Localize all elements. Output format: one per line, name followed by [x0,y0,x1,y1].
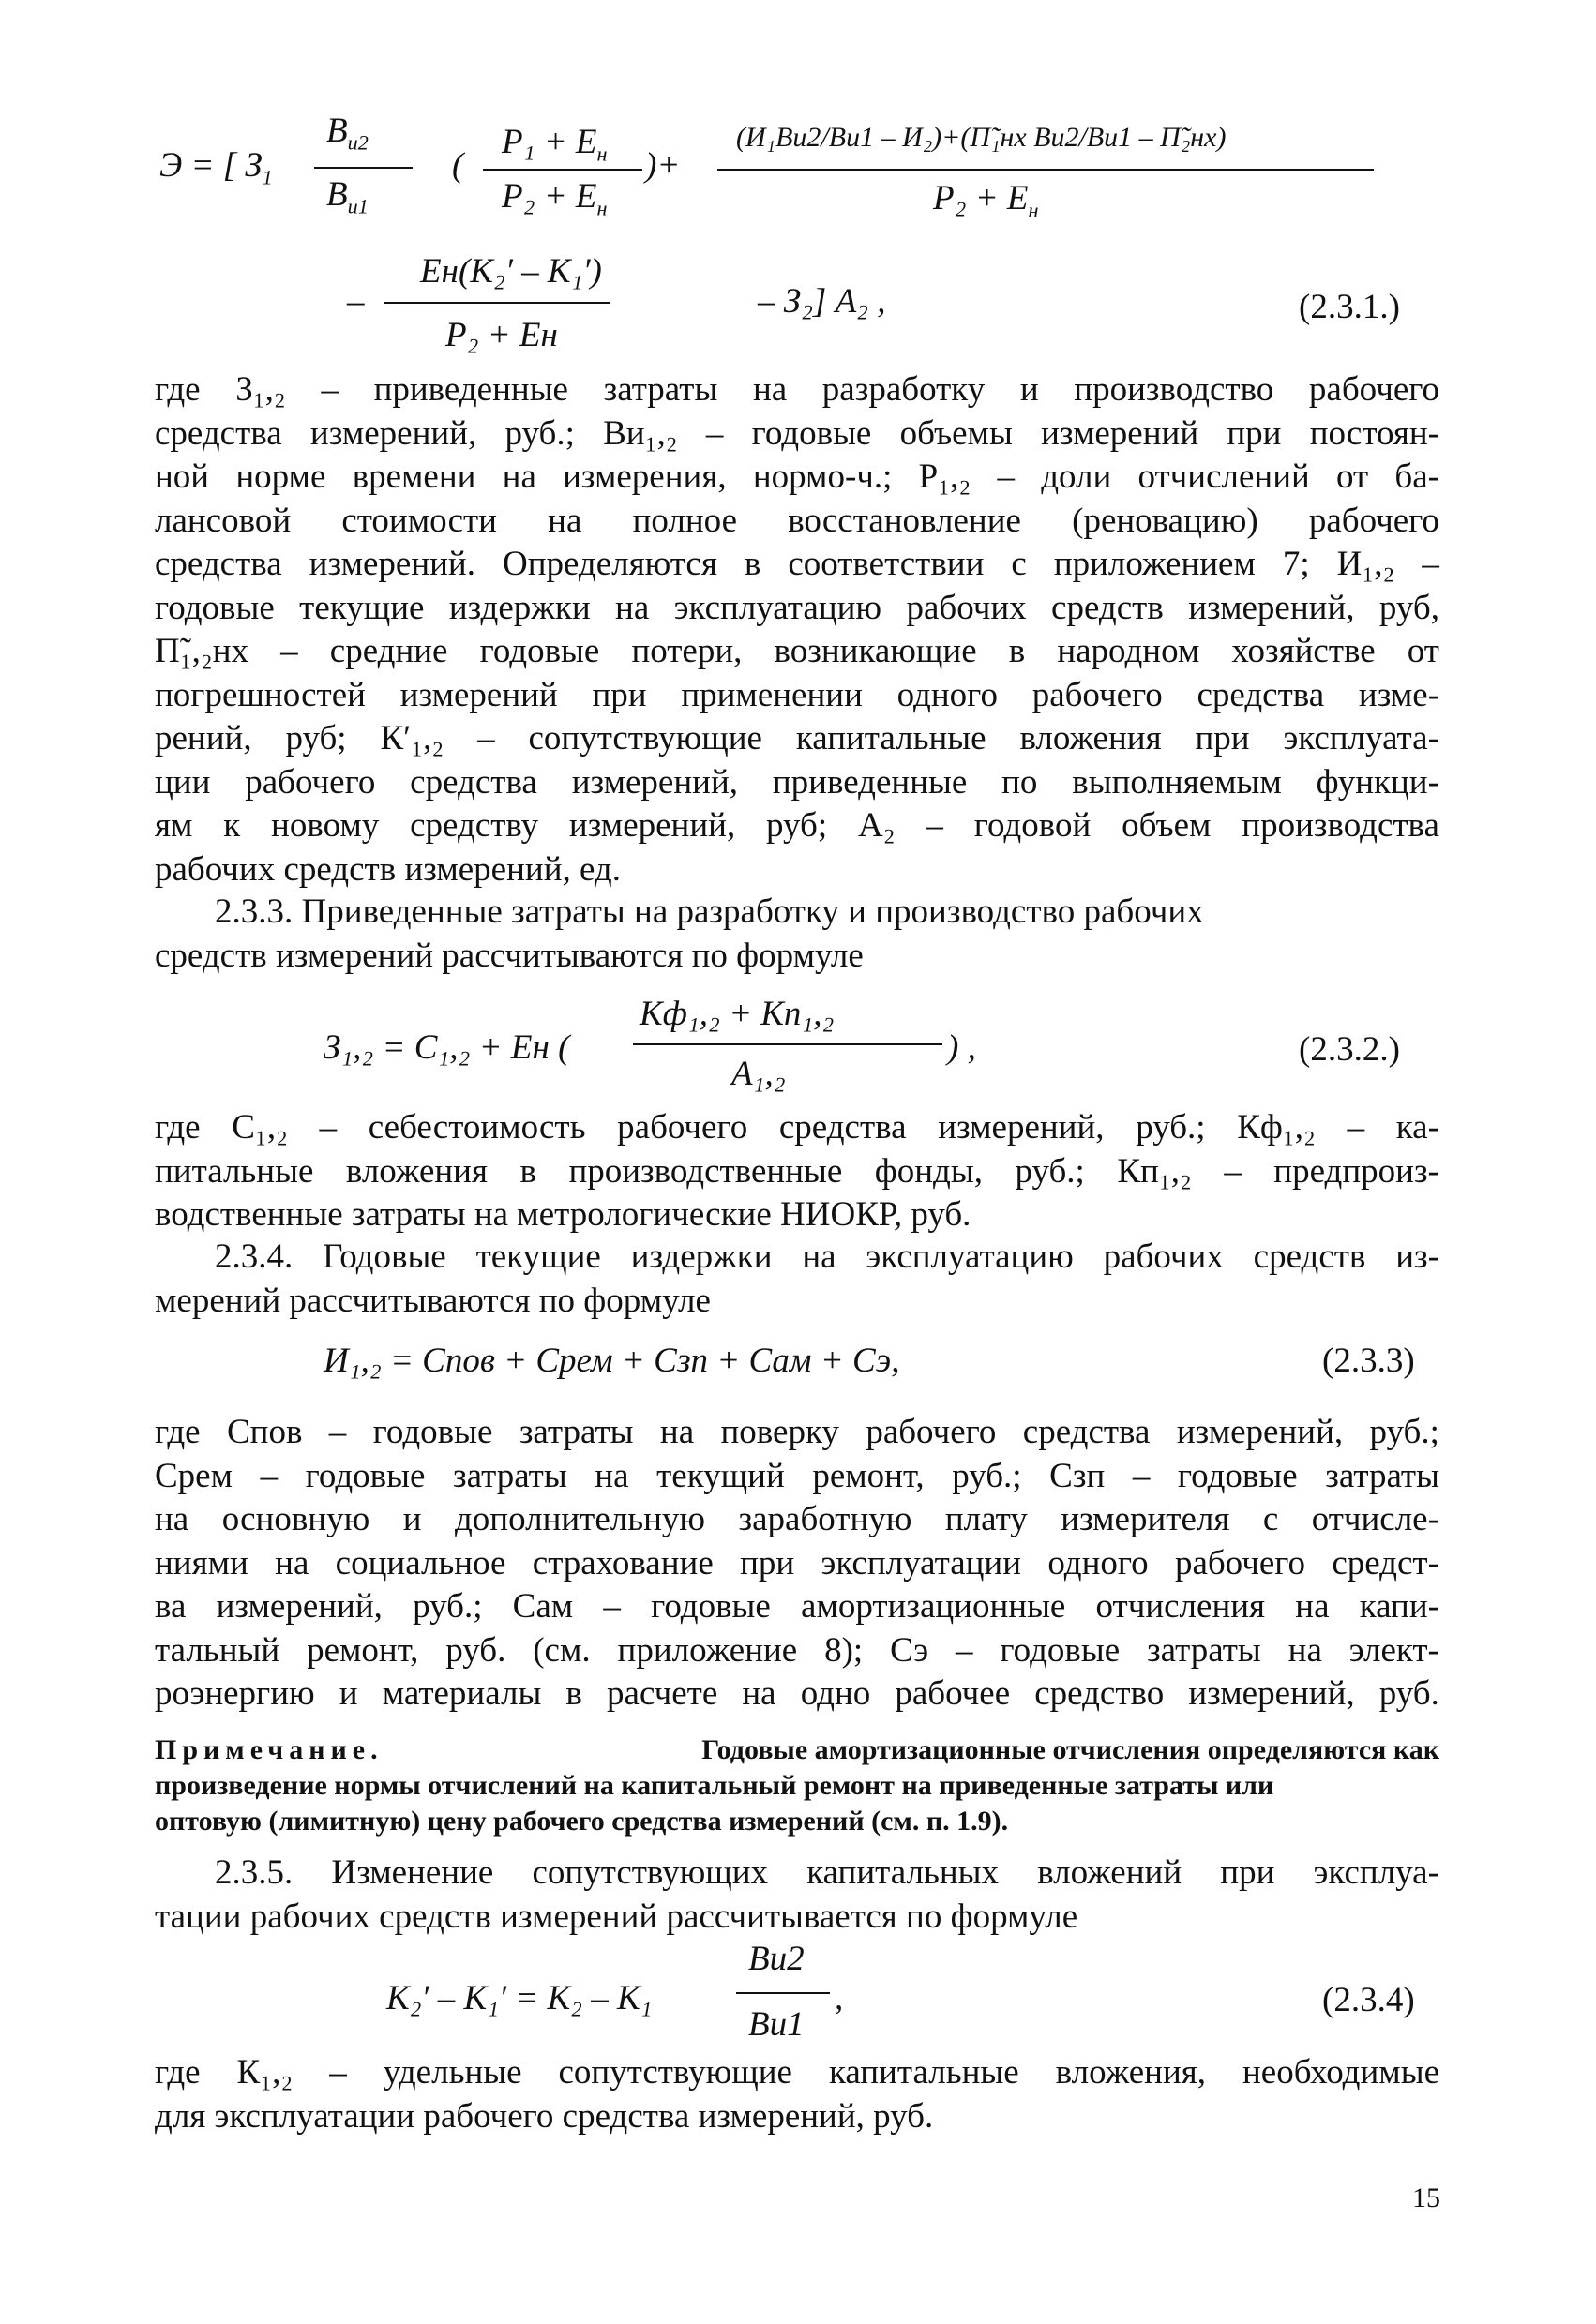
eq231-frac4-denominator: P₂ + Eн [445,316,558,354]
word: сопутствующие [558,2053,792,2092]
word: (реновацию) [1072,501,1258,540]
word: отчислений [1137,457,1310,496]
word: измерителя [1061,1500,1230,1538]
paragraph-definitions-1 [155,368,1439,892]
word: средств [1051,588,1164,627]
word: рабочего [866,1413,997,1451]
word: Изменение [331,1853,494,1892]
text-line [155,543,1439,587]
text-line [155,630,1439,674]
word: затраты [603,370,718,409]
eq234-lhs: К₂′ – К₁′ = К₂ – К₁ [386,1979,653,2017]
word: и [339,1674,358,1713]
word: текущие [299,588,425,627]
word: средства [155,413,282,453]
eq231-frac2-numerator: $P_1 + E_н$ [502,123,608,166]
word: амортизационные [801,1587,1066,1626]
word: объемы [899,413,1013,453]
eq231-tail: – З₂] А₂ , [758,282,886,321]
word: ва [155,1587,187,1626]
word: руб. [445,1630,506,1670]
word: средст- [1332,1543,1439,1582]
word: 8); [824,1630,864,1670]
word: средства [778,1108,907,1147]
word: текущий [656,1456,785,1495]
word: при [740,1543,795,1582]
word: 2.3.5. [215,1853,294,1892]
word: на [659,1413,695,1451]
word: средства [1022,1413,1151,1451]
word: издержки [630,1237,773,1276]
word: рабочих [1103,1237,1224,1276]
word: с [1011,545,1027,583]
word: необходимые [1242,2053,1439,2092]
eq234-number: (2.3.4) [1322,1981,1415,2019]
word: годовые [305,1456,426,1495]
word: где [155,2053,201,2092]
word: Сам [512,1587,574,1626]
word: годовые [651,1587,771,1626]
word: ниями [155,1543,248,1582]
text-line [155,2051,1439,2095]
word: соответствии [788,545,985,583]
text-line [155,1542,1439,1586]
word: в [1008,632,1026,670]
eq232-numerator: Кф₁,₂ + Кп₁,₂ [640,995,835,1033]
word: средству [410,806,539,845]
word: и [402,1500,422,1538]
word: расчете [607,1674,718,1713]
word: страхование [532,1543,714,1582]
word: лансовой [155,501,292,540]
word: народном [1057,632,1200,670]
paragraph-definitions-2 [155,1106,1439,1237]
eq232-bar [633,1043,942,1045]
word: отчисле- [1311,1500,1439,1538]
word: времени [352,457,476,496]
word: восстановление [788,501,1021,540]
word: сопутствующих [532,1853,769,1892]
word: заработную [738,1500,912,1538]
word: приведенные [373,370,568,409]
word: где [155,1108,201,1147]
text-line [155,500,1439,544]
word: возникающие [774,632,977,670]
word: при [1195,719,1250,757]
eq231-frac4-bar [384,302,610,304]
word: руб.; [413,1587,483,1626]
eq231-frac3-denominator: $P_2 + E_н$ [933,179,1039,222]
word: потери, [631,632,743,670]
text-line [155,1852,1439,1896]
word: С₁,₂ [232,1108,288,1147]
word: – [705,413,724,453]
word: основную [221,1500,370,1538]
word: одного [1047,1543,1149,1582]
word: руб.; [504,413,575,453]
word: постоян- [1309,413,1439,453]
word: при [1227,413,1282,453]
word: вложения [345,1151,489,1191]
note-line: произведение нормы отчислений на капитальный ремонт на приведенные затраты или [155,1770,1274,1801]
eq231-frac3-numerator: (И₁Ви2/Ви1 – И₂)+(П̃₁нх Ви2/Ви1 – П̃₂нх) [736,122,1227,153]
word: рабочее [895,1674,1011,1713]
eq232-lhs: З₁,₂ = С₁,₂ + Eн ( [324,1028,570,1067]
word: – [319,1108,338,1147]
word: – [260,1456,279,1495]
text-line [155,456,1439,500]
word: измерений [1041,413,1199,453]
text-line: для эксплуатации рабочего средства измерений, руб. [155,2096,934,2136]
word: хозяйстве [1231,632,1376,670]
eq231-frac3-bar [717,169,1374,171]
word: руб; [766,806,828,845]
word: эксплуа- [1313,1853,1439,1892]
word: руб.; [1136,1108,1206,1147]
text-line [155,1455,1439,1499]
word: полное [632,501,738,540]
text-line: тации рабочих средств измерений рассчитывается по формуле [155,1897,1078,1936]
word: 2.3.4. [215,1237,294,1276]
word: – [603,1587,621,1626]
word: функци- [1316,762,1439,802]
word: – [926,806,943,845]
text-line: рабочих средств измерений, ед. [155,849,622,889]
word: на [752,370,788,409]
word: средства [410,762,537,802]
word: элект- [1348,1630,1439,1670]
word: измерений, [1176,1413,1344,1451]
word: капитальные [828,2053,1019,2092]
word: отчисления [1095,1587,1266,1626]
eq234-bar [736,1992,830,1994]
word: капитальные [795,719,986,757]
word: – [321,370,339,409]
eq231-frac1-denominator: $В_{и1}$ [326,175,369,218]
word: руб. [1378,1674,1439,1713]
text-line [155,412,1439,457]
paragraph-definitions-3 [155,1411,1439,1717]
text-line: средств измерений рассчитываются по формуле [155,936,864,975]
paragraph-definitions-4 [155,2051,1439,2138]
word: руб.; [1369,1413,1439,1451]
word: выполняемым [1072,762,1282,802]
text-line [155,1236,1439,1280]
word: рений, [155,719,252,757]
word: измерений, [568,806,736,845]
word: П̃₁,₂нх [155,632,249,670]
word: ремонт, [812,1456,925,1495]
word: на [275,1543,309,1582]
word: приложение [617,1630,798,1670]
word: при [592,675,647,714]
word: ремонт, [307,1630,419,1670]
word: вложений [1037,1853,1182,1892]
word: руб; [285,719,347,757]
word: норме [235,457,326,496]
eq233-number: (2.3.3) [1322,1342,1415,1380]
word: – [1422,545,1439,583]
text-line [155,674,1439,718]
word: капи- [1359,1587,1439,1626]
word: на [615,588,650,627]
word: годовые [479,632,600,670]
word: – [1132,1456,1151,1495]
word: вложения [1019,719,1162,757]
word: из- [1395,1237,1439,1276]
text-line [155,587,1439,631]
word: измерений, [309,413,477,453]
word: средние [329,632,448,670]
text-line: 2.3.3. Приведенные затраты на разработку и производство рабочих [215,892,1204,931]
word: производство [1074,370,1274,409]
word: руб.; [952,1456,1022,1495]
note-block [155,1732,1439,1839]
word: стоимости [341,501,497,540]
word: тальный [155,1630,280,1670]
word: удельные [383,2053,522,2092]
word: на [502,457,536,496]
word: – [997,457,1015,496]
word: где [155,370,201,409]
word: ции [155,762,211,802]
word: 7; [1282,545,1310,583]
word: социальное [335,1543,506,1582]
paragraph-2-3-5 [155,1852,1439,1939]
word: Спов [226,1413,303,1451]
word: предпроиз- [1273,1151,1439,1191]
paragraph-2-3-3 [155,891,1439,978]
word: Сзп [1049,1456,1106,1495]
eq231-frac2-denominator: $P_2 + E_н$ [502,177,608,220]
eq231-paren-close: )+ [645,146,681,185]
text-line: мерений рассчитываются по формуле [155,1281,711,1320]
word: – [328,1413,347,1451]
word: ка- [1395,1108,1439,1147]
eq234-denominator: Ви1 [748,2005,805,2044]
word: Кф₁,₂ [1237,1108,1316,1147]
word: при [1220,1853,1275,1892]
eq231-frac4-numerator: Eн(K₂′ – K₁′) [420,252,602,291]
word: рабочего [1308,501,1439,540]
word: на [1287,1630,1322,1670]
word: годовые [1000,1630,1121,1670]
word: на [802,1237,836,1276]
word: эксплуатацию [673,588,882,627]
word: в [744,545,761,583]
word: – [280,632,298,670]
eq233-expression: И₁,₂ = Спов + Срем + Сзп + Сам + Сэ, [324,1342,900,1380]
eq231-lhs: Э = [ $З_1$ [159,146,273,189]
word: средств [1253,1237,1366,1276]
eq234-numerator: Ви2 [748,1940,805,1978]
word: поверку [720,1413,839,1451]
word: плату [944,1500,1028,1538]
word: рабочих [906,588,1027,627]
word: годовые [751,413,872,453]
word: новому [271,806,380,845]
text-line [155,368,1439,412]
word: измерений [399,675,558,714]
eq231-paren-open: ( [452,146,464,185]
eq232-close: ) , [947,1028,976,1067]
word: одного [896,675,998,714]
word: З₁,₂ [235,370,286,409]
word: объем [1122,806,1212,845]
word: (см. [533,1630,591,1670]
word: приведенные [772,762,968,802]
word: где [155,1413,201,1451]
word: на [595,1456,629,1495]
word: Кп₁,₂ [1117,1151,1192,1191]
word: К′₁,₂ [380,719,444,757]
note-text: Годовые амортизационные отчисления определяются как [701,1734,1439,1765]
word: годовой [973,806,1092,845]
word: ной [155,457,210,496]
word: P₁,₂ [918,457,971,496]
word: измерений, [938,1108,1105,1147]
word: к [223,806,241,845]
word: измерений. [309,545,475,583]
word: – [956,1630,973,1670]
note-line: оптовую (лимитную) цену рабочего средства измерений (см. п. 1.9). [155,1806,1009,1837]
word: по [1001,762,1038,802]
word: изме- [1358,675,1439,714]
word: от [1336,457,1369,496]
word: капитальных [806,1853,1000,1892]
word: измерений, [216,1587,383,1626]
word: на [1295,1587,1330,1626]
eq231-minus: – [347,282,365,321]
eq231-frac1-bar [314,167,413,169]
word: измерения, [563,457,727,496]
word: производственные [568,1151,843,1191]
eq231-frac1-numerator: $В_{и2}$ [326,112,369,155]
word: К₁,₂ [236,2053,294,2092]
word: нормо-ч.; [752,457,893,496]
eq232-number: (2.3.2.) [1299,1030,1400,1069]
word: рабочего [1174,1543,1306,1582]
word: рабочего [617,1108,748,1147]
word: Сэ [890,1630,929,1670]
word: фонды, [874,1151,983,1191]
note-label: Примечание. [155,1734,384,1765]
word: ба- [1394,457,1439,496]
word: – [1347,1108,1365,1147]
eq231-frac2-bar [483,169,642,171]
word: затраты [519,1413,634,1451]
text-line [155,761,1439,805]
word: текущие [475,1237,601,1276]
word: средства [1197,675,1325,714]
word: годовые [1177,1456,1298,1495]
word: производства [1242,806,1439,845]
text-line [155,1150,1439,1194]
word: средства [155,545,282,583]
word: затраты [1325,1456,1439,1495]
note-line [155,1732,1439,1768]
word: годовые [372,1413,493,1451]
word: рабочего [245,762,376,802]
word: Ви₁,₂ [603,413,678,453]
word: сопутствующие [528,719,762,757]
word: себестоимость [368,1108,586,1147]
eq231-number: (2.3.1.) [1299,288,1400,326]
word: руб.; [1015,1151,1085,1191]
word: с [1262,1500,1279,1538]
text-line [155,1585,1439,1629]
word: материалы [382,1674,542,1713]
word: Определяются [502,545,717,583]
word: годовые [155,588,275,627]
word: измерений, [1188,588,1355,627]
word: в [519,1151,536,1191]
word: затраты [1147,1630,1261,1670]
word: затраты [453,1456,567,1495]
word: Срем [155,1456,233,1495]
word: рабочего [1031,675,1163,714]
text-line [155,1672,1439,1717]
text-line [155,1106,1439,1150]
word: эксплуата- [1283,719,1439,757]
eq234-comma: , [835,1979,844,2017]
text-line [155,717,1439,761]
word: – [329,2053,347,2092]
word: применении [681,675,863,714]
word: одно [800,1674,871,1713]
word: измерений, [571,762,739,802]
word: Годовые [323,1237,446,1276]
word: разработку [821,370,986,409]
word: издержки [448,588,591,627]
word: И₁,₂ [1336,545,1395,583]
word: доли [1041,457,1112,496]
word: на [155,1500,189,1538]
word: рабочего [1308,370,1439,409]
word: А₂ [857,806,896,845]
word: – [1224,1151,1242,1191]
word: питальные [155,1151,314,1191]
text-line [155,1629,1439,1673]
word: роэнергию [155,1674,315,1713]
eq232-denominator: А₁,₂ [731,1055,786,1093]
word: и [1019,370,1039,409]
text-line: водственные затраты на метрологические НИОКР, руб. [155,1195,971,1234]
word: на [548,501,582,540]
word: измерений, [1188,1674,1355,1713]
text-line [155,1498,1439,1542]
word: эксплуатации [821,1543,1022,1582]
word: на [742,1674,776,1713]
paragraph-2-3-4 [155,1236,1439,1323]
word: средство [1034,1674,1165,1713]
word: – [477,719,495,757]
word: эксплуатацию [866,1237,1074,1276]
word: приложением [1053,545,1256,583]
word: вложения, [1055,2053,1207,2092]
word: дополнительную [454,1500,706,1538]
word: руб, [1378,588,1439,627]
text-line [155,804,1439,848]
word: от [1407,632,1439,670]
word: погрешностей [155,675,366,714]
text-line [155,1411,1439,1455]
word: в [565,1674,582,1713]
word: ям [155,806,193,845]
page-number: 15 [1412,2182,1440,2213]
